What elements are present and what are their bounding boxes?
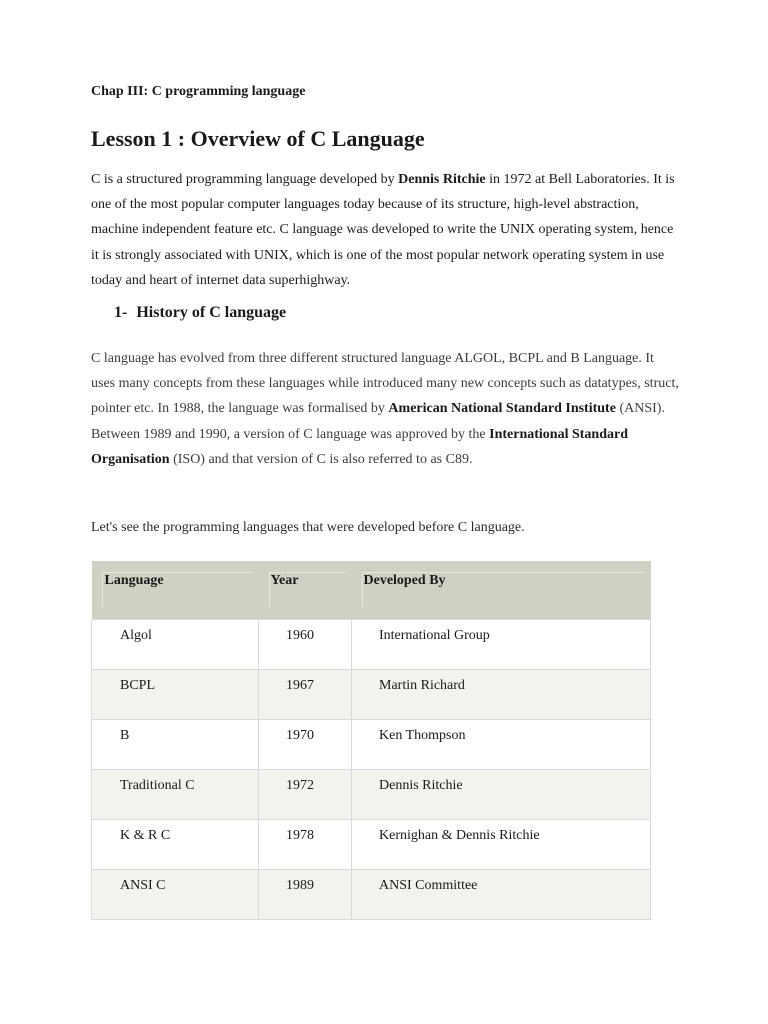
intro-text-2: in 1972 at Bell Laboratories. It is one of the most popular computer languages today because of its structure, high-level abstraction, machine independent feature etc. C language was developed to write the UNIX operating system, hence it is strongly associated with UNIX, which is one of the most popular network operating system in use today and heart of internet data superhighway. bbox=[91, 172, 675, 288]
table-row bbox=[92, 719, 651, 769]
cell-developer: Ken Thompson bbox=[352, 719, 651, 769]
cell-year: 1989 bbox=[259, 869, 352, 919]
history-bold-2: International Standard Organisation bbox=[91, 426, 628, 467]
section-number: 1- bbox=[114, 304, 128, 321]
cell-developer: Kernighan & Dennis Ritchie bbox=[352, 819, 651, 869]
history-paragraph bbox=[91, 346, 681, 472]
cell-developer: Dennis Ritchie bbox=[352, 769, 651, 819]
cell-developer: ANSI Committee bbox=[352, 869, 651, 919]
table-row bbox=[92, 669, 651, 719]
header-year: Year bbox=[259, 561, 352, 619]
section-title: History of C language bbox=[136, 304, 287, 321]
cell-language: BCPL bbox=[92, 669, 259, 719]
cell-language: Algol bbox=[92, 619, 259, 669]
cell-developer: International Group bbox=[352, 619, 651, 669]
cell-year: 1967 bbox=[259, 669, 352, 719]
table-row bbox=[92, 619, 651, 669]
history-bold-1: American National Standard Institute bbox=[388, 401, 616, 417]
table-row bbox=[92, 819, 651, 869]
lesson-title: Lesson 1 : Overview of C Language bbox=[91, 126, 425, 151]
intro-text-1: C is a structured programming language developed by bbox=[91, 172, 399, 187]
chapter-heading: Chap III: C programming language bbox=[91, 84, 306, 99]
languages-table bbox=[91, 561, 651, 920]
header-language: Language bbox=[92, 561, 259, 619]
history-text-3: (ISO) and that version of C is also referred to as C89. bbox=[169, 451, 473, 467]
section-heading-history bbox=[114, 304, 286, 322]
history-text-2: (ANSI). Between 1989 and 1990, a version of C language was approved by the bbox=[91, 401, 665, 442]
table-header-row bbox=[92, 561, 651, 619]
cell-year: 1978 bbox=[259, 819, 352, 869]
cell-year: 1972 bbox=[259, 769, 352, 819]
cell-year: 1970 bbox=[259, 719, 352, 769]
cell-language: B bbox=[92, 719, 259, 769]
cell-language: ANSI C bbox=[92, 869, 259, 919]
intro-paragraph bbox=[91, 167, 681, 293]
cell-language: Traditional C bbox=[92, 769, 259, 819]
cell-developer: Martin Richard bbox=[352, 669, 651, 719]
history-text-1: C language has evolved from three different structured language ALGOL, BCPL and B Language. It uses many concepts from these languages while introduced many new concepts such as datatypes, struct, pointer etc. In 1988, the language was formalised by bbox=[91, 351, 679, 417]
lead-in-paragraph: Let's see the programming languages that were developed before C language. bbox=[91, 520, 525, 535]
cell-language: K & R C bbox=[92, 819, 259, 869]
table-row bbox=[92, 769, 651, 819]
table-row bbox=[92, 869, 651, 919]
intro-bold-1: Dennis Ritchie bbox=[398, 172, 486, 187]
header-developed-by: Developed By bbox=[352, 561, 651, 619]
cell-year: 1960 bbox=[259, 619, 352, 669]
